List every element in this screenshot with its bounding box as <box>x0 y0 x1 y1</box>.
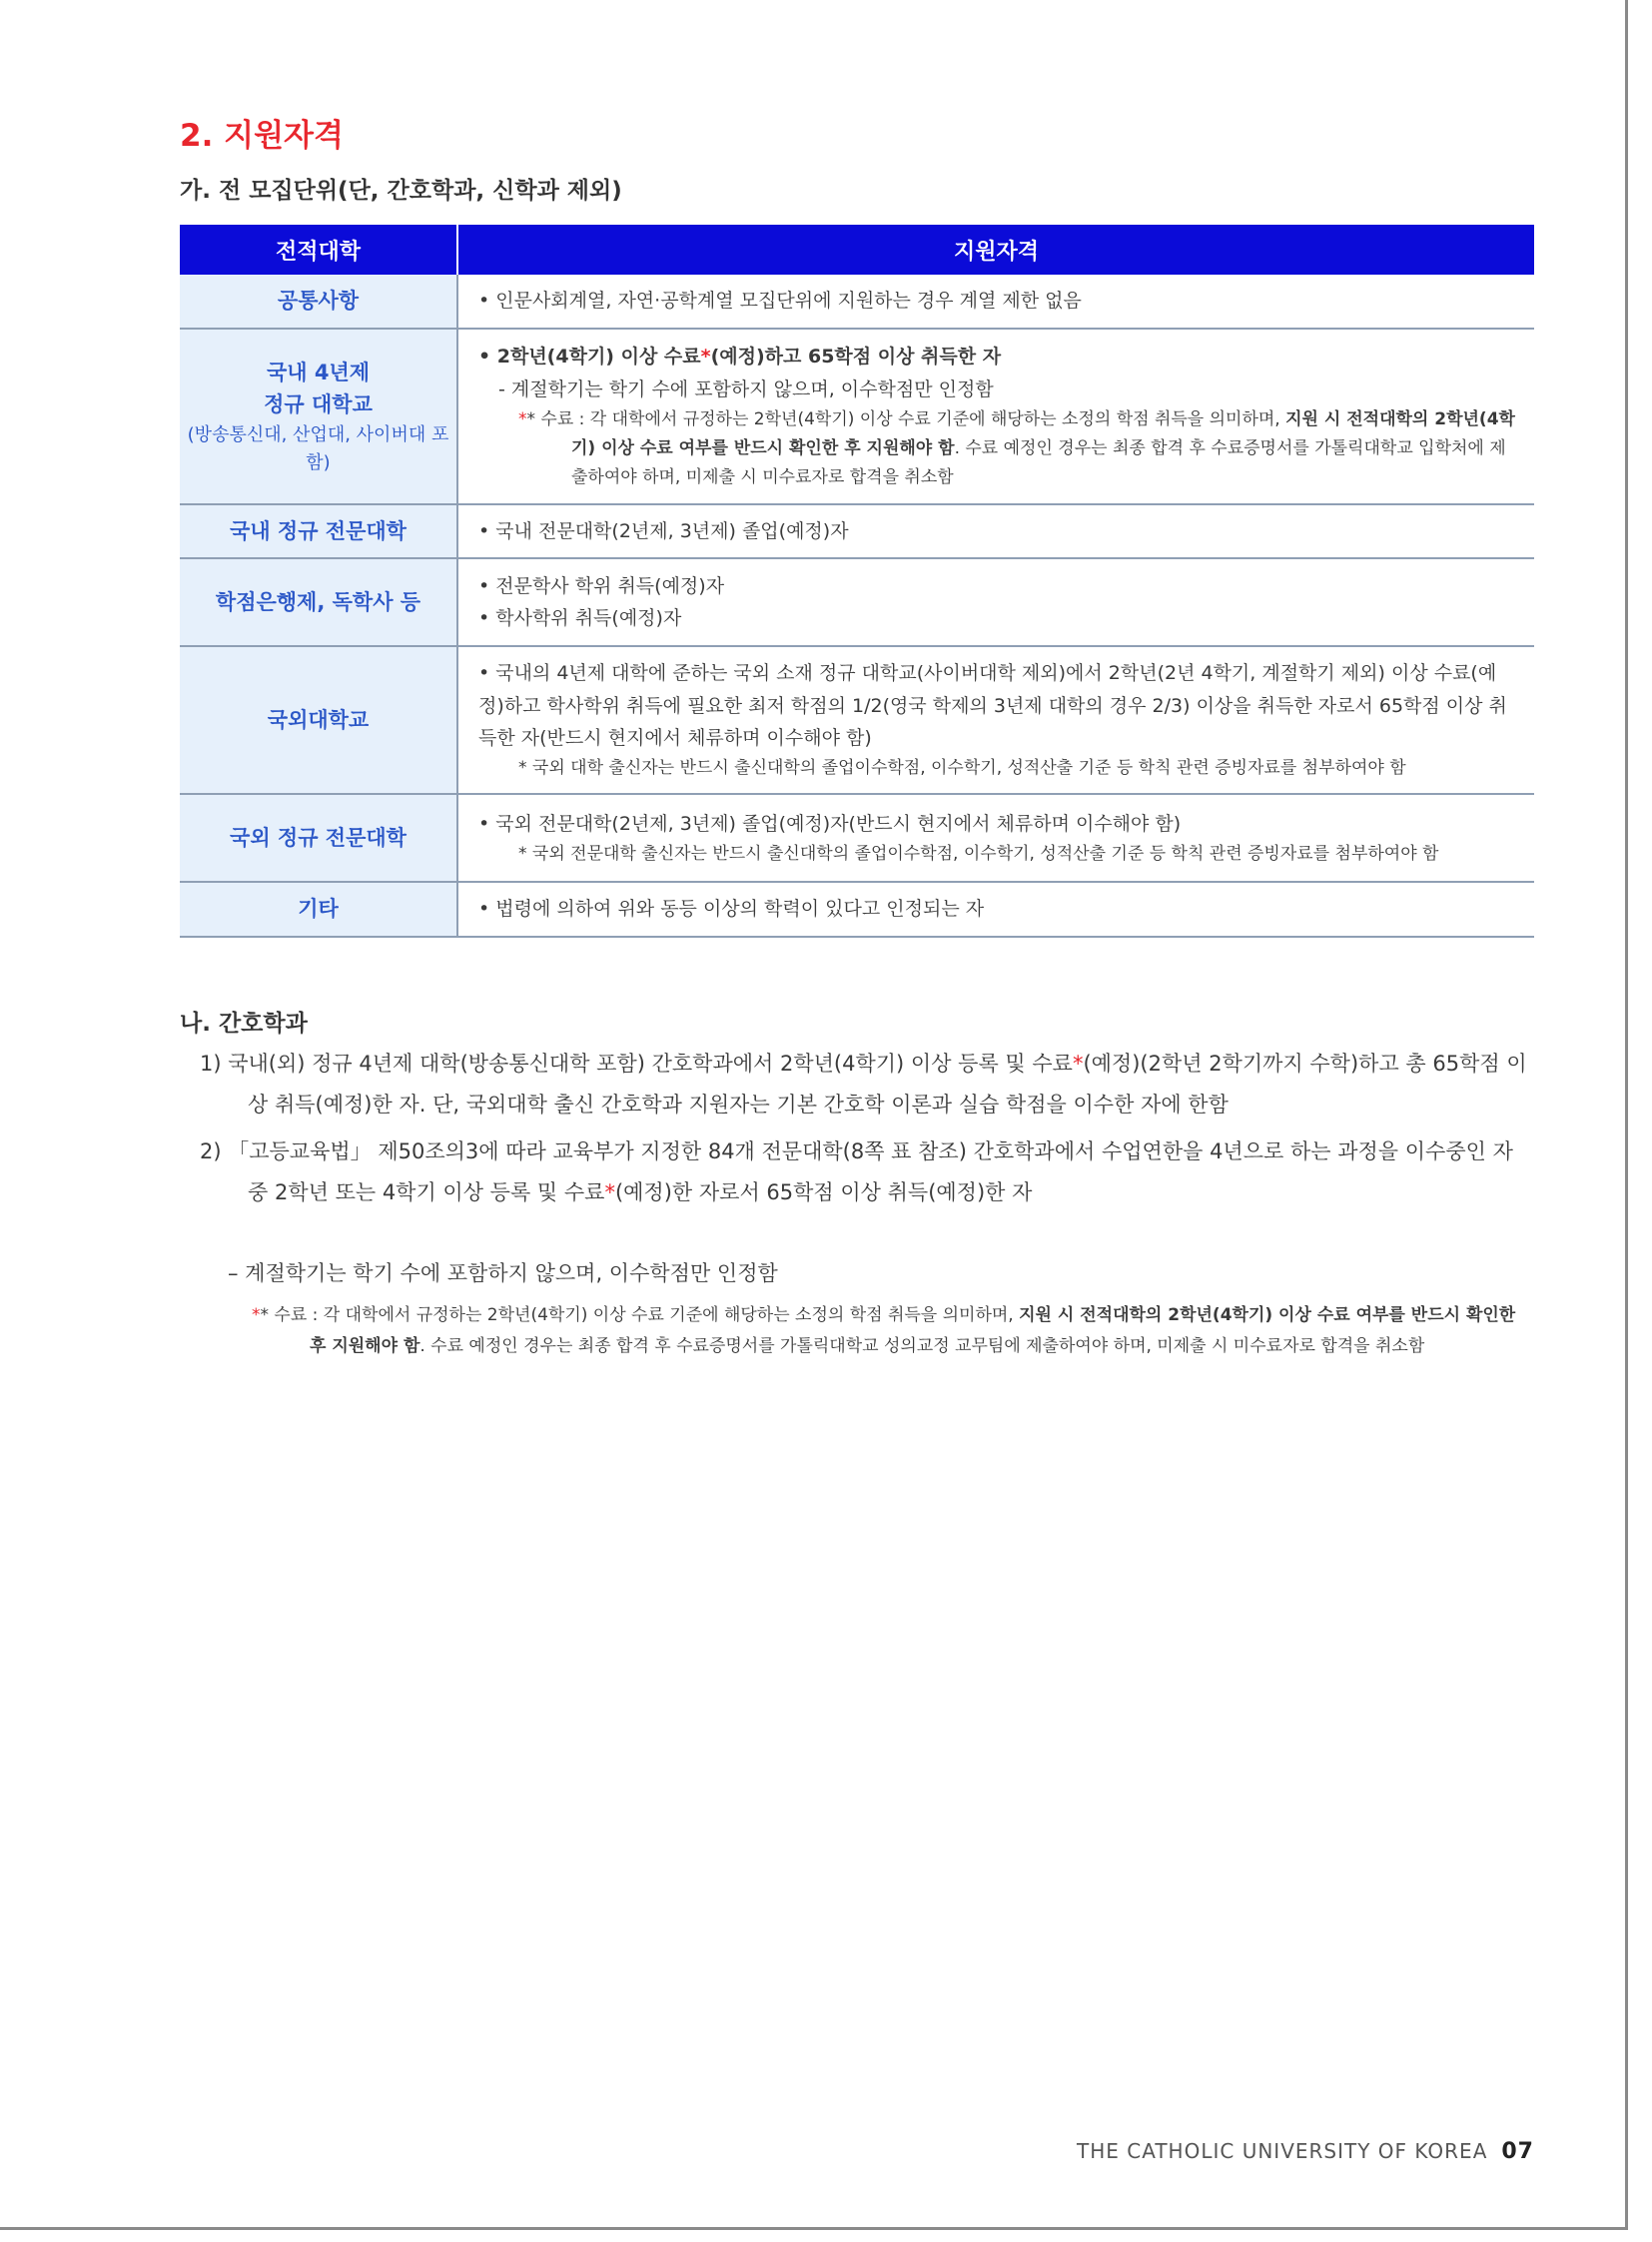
qualification-table <box>180 225 1534 938</box>
nursing-item-2: 2) 「고등교육법」 제50조의3에 따라 교육부가 지정한 84개 전문대학(8쪽 표 참조) 간호학과에서 수업연한을 4년으로 하는 과정을 이수중인 자 중 2학년 또는 4학기 이상 등록 및 수료*(예정)한 자로서 65학점 이상 취득(예정)한 자 <box>200 1138 1513 1204</box>
nursing-qualifications <box>200 1044 1534 1363</box>
section-title: 2. 지원자격 <box>180 118 344 154</box>
nursing-footnote: ** 수료 : 각 대학에서 규정하는 2학년(4학기) 이상 수료 기준에 해당하는 소정의 학점 취득을 의미하며, 지원 시 전적대학의 2학년(4학기) 이상 수료 여부를 반드시 확인한 후 지원해야 함. 수료 예정인 경우는 최종 합격 후 수료증명서를 가톨릭대학교 성의교정 교무팀에 제출하여야 하며, 미제출 시 미수료자로 합격을 취소함 <box>252 1304 1516 1357</box>
qualification-text: • 전문학사 학위 취득(예정)자 <box>478 575 725 597</box>
qualification-text: • 국외 전문대학(2년제, 3년제) 졸업(예정)자(반드시 현지에서 체류하며 이수해야 함) <box>478 812 1182 835</box>
qualification-subtext: - 계절학기는 학기 수에 포함하지 않으며, 이수학점만 인정함 <box>498 377 994 400</box>
qualification-text: • 법령에 의하여 위와 동등 이상의 학력이 있다고 인정되는 자 <box>478 898 985 921</box>
category-common: 공통사항 <box>180 275 457 329</box>
table-row <box>180 329 1534 504</box>
category-other: 기타 <box>180 882 457 936</box>
category-note: (방송통신대, 산업대, 사이버대 포함) <box>187 423 449 473</box>
category-domestic-4yr: 국내 4년제 정규 대학교 (방송통신대, 산업대, 사이버대 포함) <box>180 329 457 504</box>
qualification-text: • 인문사회계열, 자연·공학계열 모집단위에 지원하는 경우 계열 제한 없음 <box>478 290 1082 313</box>
table-row <box>180 275 1534 329</box>
qualification-text: • 2학년(4학기) 이상 수료*(예정)하고 65학점 이상 취득한 자 <box>478 346 1002 369</box>
sub-title-all-units: 가. 전 모집단위(단, 간호학과, 신학과 제외) <box>180 178 622 204</box>
footer-university: THE CATHOLIC UNIVERSITY OF KOREA <box>1076 2139 1488 2163</box>
category-domestic-college: 국내 정규 전문대학 <box>180 504 457 558</box>
qualification-footnote: * 국외 전문대학 출신자는 반드시 출신대학의 졸업이수학점, 이수학기, 성적산출 기준 등 학칙 관련 증빙자료를 첨부하여야 함 <box>518 844 1439 864</box>
table-row <box>180 882 1534 936</box>
table-row <box>180 794 1534 882</box>
page-footer <box>1077 2139 1534 2164</box>
nursing-note: – 계절학기는 학기 수에 포함하지 않으며, 이수학점만 인정함 <box>228 1260 778 1285</box>
table-row <box>180 646 1534 794</box>
qualification-footnote: * 국외 대학 출신자는 반드시 출신대학의 졸업이수학점, 이수학기, 성적산출 기준 등 학칙 관련 증빙자료를 첨부하여야 함 <box>518 758 1406 779</box>
nursing-item-1: 1) 국내(외) 정규 4년제 대학(방송통신대학 포함) 간호학과에서 2학년(4학기) 이상 등록 및 수료*(예정)(2학년 2학기까지 수학)하고 총 65학점 이상 취득(예정)한 자. 단, 국외대학 출신 간호학과 지원자는 기본 간호학 이론과 실습 학점을 이수한 자에 한함 <box>200 1052 1527 1117</box>
qualification-text: • 국내의 4년제 대학에 준하는 국외 소재 정규 대학교(사이버대학 제외)에서 2학년(2년 4학기, 계절학기 제외) 이상 수료(예정)하고 학사학위 취득에 필요한 최저 학점의 1/2(영국 학제의 3년제 대학의 경우 2/3) 이상을 취득한 자로서 65학점 이상 취득한 자(반드시 현지에서 체류하며 이수해야 함) <box>478 662 1507 749</box>
header-qualification: 지원자격 <box>457 225 1534 275</box>
page-number: 07 <box>1501 2139 1534 2164</box>
qualification-text: • 국내 전문대학(2년제, 3년제) 졸업(예정)자 <box>478 520 849 542</box>
qualification-footnote: ** 수료 : 각 대학에서 규정하는 2학년(4학기) 이상 수료 기준에 해당하는 소정의 학점 취득을 의미하며, 지원 시 전적대학의 2학년(4학기) 이상 수료 여부를 반드시 확인한 후 지원해야 함. 수료 예정인 경우는 최종 합격 후 수료증명서를 가톨릭대학교 입학처에 제출하여야 하며, 미제출 시 미수료자로 합격을 취소함 <box>518 408 1515 487</box>
header-prior-school: 전적대학 <box>180 225 457 275</box>
sub-title-nursing: 나. 간호학과 <box>180 1011 308 1037</box>
table-row <box>180 558 1534 646</box>
category-foreign-university: 국외대학교 <box>180 646 457 794</box>
category-credit-bank: 학점은행제, 독학사 등 <box>180 558 457 646</box>
table-row <box>180 504 1534 558</box>
qualification-text: • 학사학위 취득(예정)자 <box>478 607 682 630</box>
table-header-row <box>180 225 1534 275</box>
category-foreign-college: 국외 정규 전문대학 <box>180 794 457 882</box>
